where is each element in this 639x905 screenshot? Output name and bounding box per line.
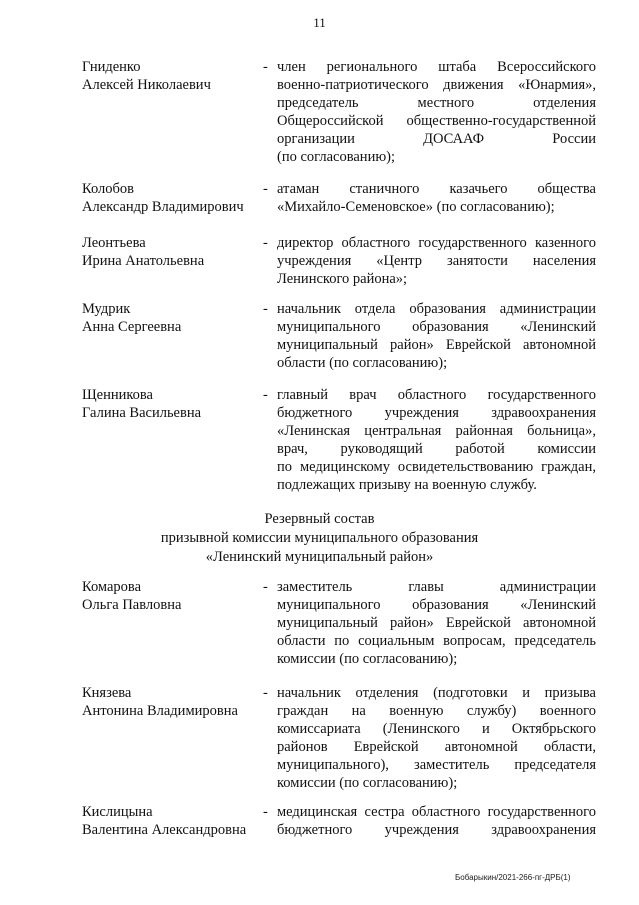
desc-line: муниципального), заместитель председателя <box>277 757 596 773</box>
desc-line: Ленинского района»; <box>277 271 408 287</box>
surname: Мудрик <box>82 301 131 317</box>
desc-line: учреждения «Центр занятости населения <box>277 253 596 269</box>
dash: - <box>263 685 268 701</box>
desc-line: муниципальный район» Еврейской автономной <box>277 615 596 631</box>
reserve-title-line: «Ленинский муниципальный район» <box>205 549 434 565</box>
member-name <box>82 234 267 270</box>
member-description <box>277 578 596 668</box>
dash: - <box>263 181 268 197</box>
desc-line: медицинская сестра областного государственного <box>277 804 596 820</box>
desc-line: муниципального образования «Ленинский <box>277 319 596 335</box>
given-names: Ирина Анатольевна <box>82 253 205 269</box>
desc-line: Общероссийской общественно-государственной <box>277 113 596 129</box>
desc-line: области по социальным вопросам, председатель <box>277 633 596 649</box>
desc-line: подлежащих призыву на военную службу. <box>277 477 537 493</box>
member-name <box>82 300 267 336</box>
member-description <box>277 234 596 288</box>
reserve-section-title <box>0 510 639 567</box>
reserve-title-line: призывной комиссии муниципального образования <box>160 530 479 546</box>
desc-line: граждан на военную службу) военного <box>277 703 596 719</box>
desc-line: организации ДОСААФ России <box>277 131 596 147</box>
member-description <box>277 58 596 166</box>
desc-line: врач, руководящий работой комиссии <box>277 441 596 457</box>
document-footer-code: Бобарыкин/2021-266-пг-ДРБ(1) <box>455 873 571 882</box>
dash: - <box>263 804 268 820</box>
given-names: Антонина Владимировна <box>82 703 238 719</box>
member-description <box>277 300 596 372</box>
member-name <box>82 180 267 216</box>
desc-line: муниципальный район» Еврейской автономной <box>277 337 596 353</box>
given-names: Алексей Николаевич <box>82 77 211 93</box>
member-description <box>277 803 596 839</box>
desc-line: районов Еврейской автономной области, <box>277 739 596 755</box>
page-number: 11 <box>313 15 326 30</box>
surname: Комарова <box>82 579 142 595</box>
desc-line: бюджетного учреждения здравоохранения <box>277 822 596 838</box>
member-name <box>82 684 267 720</box>
surname: Князева <box>82 685 132 701</box>
member-name <box>82 386 267 422</box>
given-names: Валентина Александровна <box>82 822 247 838</box>
dash: - <box>263 59 268 75</box>
surname: Леонтьева <box>82 235 146 251</box>
given-names: Александр Владимирович <box>82 199 244 215</box>
surname: Колобов <box>82 181 134 197</box>
desc-line: муниципального образования «Ленинский <box>277 597 596 613</box>
desc-line: (по согласованию); <box>277 149 396 165</box>
desc-line: по медицинскому освидетельствованию граждан, <box>277 459 596 475</box>
desc-line: атаман станичного казачьего общества <box>277 181 596 197</box>
desc-line: главный врач областного государственного <box>277 387 596 403</box>
desc-line: комиссии (по согласованию); <box>277 775 458 791</box>
given-names: Галина Васильевна <box>82 405 202 421</box>
member-description <box>277 386 596 494</box>
desc-line: военно-патриотического движения «Юнармия», <box>277 77 596 93</box>
desc-line: директор областного государственного казенного <box>277 235 596 251</box>
dash: - <box>263 301 268 317</box>
desc-line: комиссариата (Ленинского и Октябрьского <box>277 721 596 737</box>
member-name <box>82 803 267 839</box>
dash: - <box>263 235 268 251</box>
desc-line: начальник отдела образования администрации <box>277 301 596 317</box>
surname: Гниденко <box>82 59 141 75</box>
dash: - <box>263 579 268 595</box>
member-name <box>82 578 267 614</box>
reserve-title-line: Резервный состав <box>264 511 375 527</box>
given-names: Анна Сергеевна <box>82 319 182 335</box>
desc-line: бюджетного учреждения здравоохранения <box>277 405 596 421</box>
member-description <box>277 180 596 216</box>
surname: Щенникова <box>82 387 153 403</box>
dash: - <box>263 387 268 403</box>
desc-line: начальник отделения (подготовки и призыва <box>277 685 596 701</box>
surname: Кислицына <box>82 804 153 820</box>
member-description <box>277 684 596 792</box>
desc-line: член регионального штаба Всероссийского <box>277 59 596 75</box>
desc-line: председатель местного отделения <box>277 95 596 111</box>
desc-line: «Ленинская центральная районная больница», <box>277 423 596 439</box>
desc-line: комиссии (по согласованию); <box>277 651 458 667</box>
given-names: Ольга Павловна <box>82 597 182 613</box>
member-name <box>82 58 267 94</box>
desc-line: заместитель главы администрации <box>277 579 596 595</box>
desc-line: «Михайло-Семеновское» (по согласованию); <box>277 199 555 215</box>
desc-line: области (по согласованию); <box>277 355 448 371</box>
